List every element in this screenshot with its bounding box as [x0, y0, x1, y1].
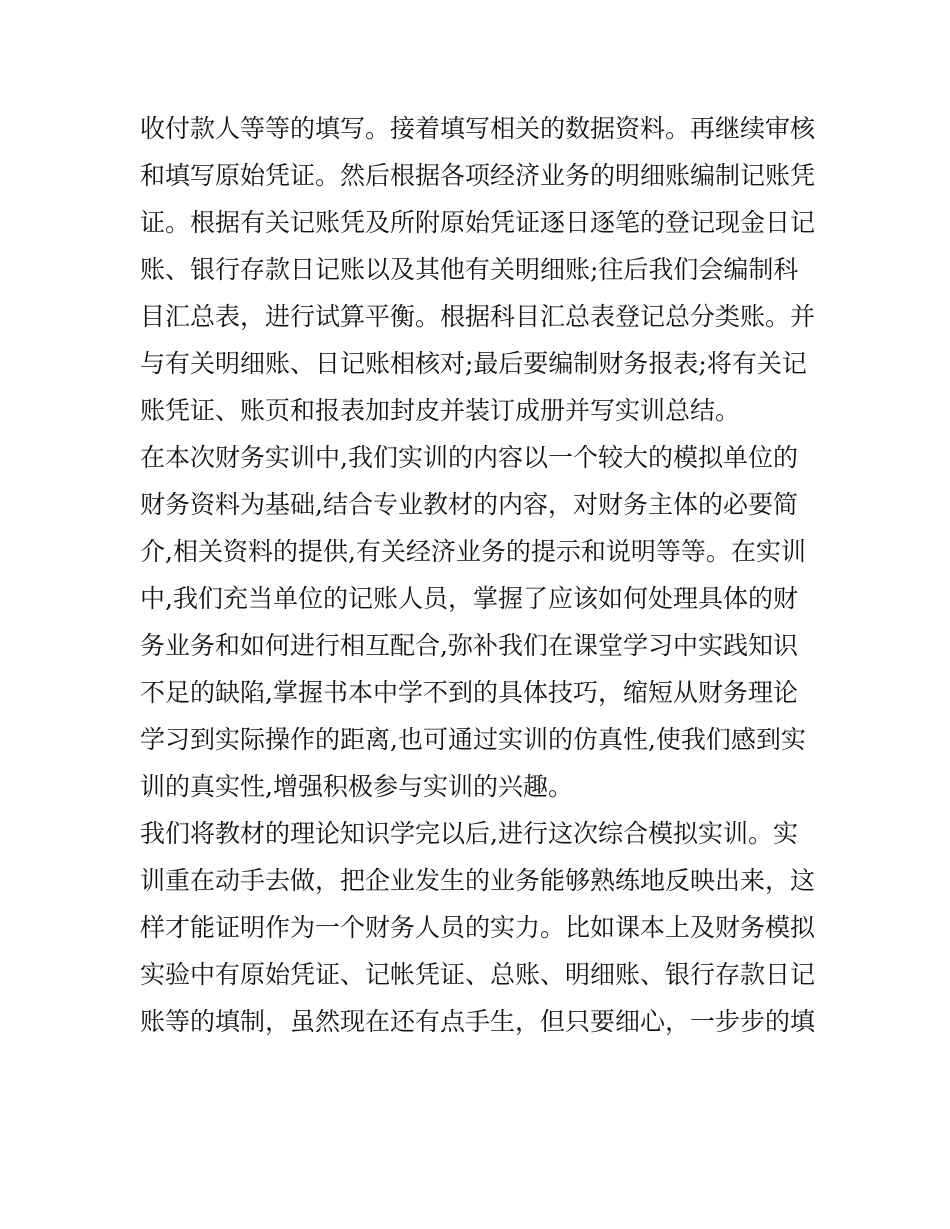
text-line: 实验中有原始凭证、记帐凭证、总账、明细账、银行存款日记	[140, 960, 816, 989]
text-line: 中,我们充当单位的记账人员，掌握了应该如何处理具体的财	[140, 584, 798, 613]
text-line: 账等的填制，虽然现在还有点手生，但只要细心，一步步的填	[140, 1007, 816, 1036]
text-line: 财务资料为基础,结合专业教材的内容，对财务主体的必要简	[140, 490, 798, 519]
text-line: 不足的缺陷,掌握书本中学不到的具体技巧，缩短从财务理论	[140, 678, 798, 707]
text-line: 务业务和如何进行相互配合,弥补我们在课堂学习中实践知识	[140, 631, 798, 660]
text-line: 与有关明细账、日记账相核对;最后要编制财务报表;将有关记	[140, 349, 807, 378]
text-line: 我们将教材的理论知识学完以后,进行这次综合模拟实训。实	[140, 819, 798, 848]
text-line: 账凭证、账页和报表加封皮并装订成册并写实训总结。	[140, 396, 741, 425]
text-line: 在本次财务实训中,我们实训的内容以一个较大的模拟单位的	[140, 443, 798, 472]
text-line: 样才能证明作为一个财务人员的实力。比如课本上及财务模拟	[140, 913, 816, 942]
text-line: 收付款人等等的填写。接着填写相关的数据资料。再继续审核	[140, 114, 816, 143]
text-line: 账、银行存款日记账以及其他有关明细账;往后我们会编制科	[140, 255, 799, 284]
text-line: 和填写原始凭证。然后根据各项经济业务的明细账编制记账凭	[140, 161, 816, 190]
text-line: 训重在动手去做，把企业发生的业务能够熟练地反映出来，这	[140, 866, 816, 895]
text-line: 目汇总表，进行试算平衡。根据科目汇总表登记总分类账。并	[140, 302, 816, 331]
text-line: 介,相关资料的提供,有关经济业务的提示和说明等等。在实训	[140, 537, 806, 566]
text-line: 训的真实性,增强积极参与实训的兴趣。	[140, 772, 573, 801]
body-text	[140, 105, 830, 1045]
text-line: 证。根据有关记账凭及所附原始凭证逐日逐笔的登记现金日记	[140, 208, 816, 237]
text-line: 学习到实际操作的距离,也可通过实训的仿真性,使我们感到实	[140, 725, 806, 754]
